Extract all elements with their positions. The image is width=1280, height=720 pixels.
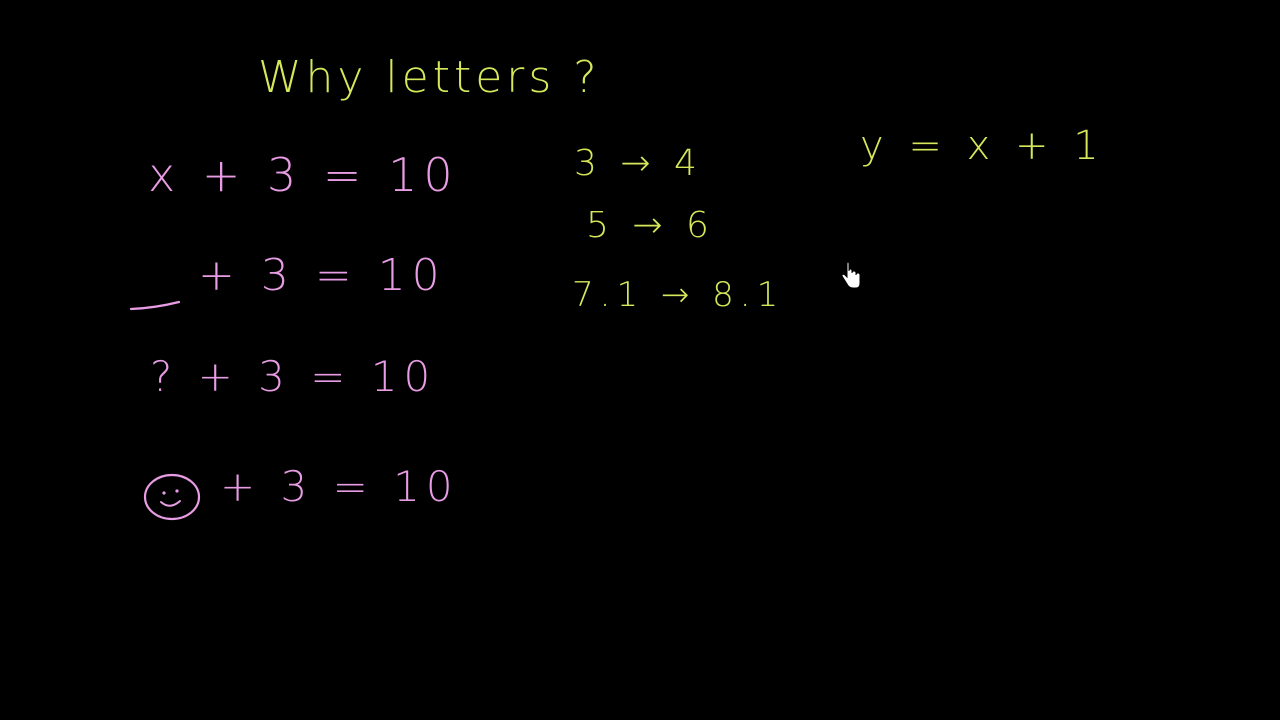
- mapping-3-to-4: 3 → 4: [574, 143, 703, 184]
- function-equation: y = x + 1: [860, 123, 1105, 169]
- equation-blank: + 3 = 10: [198, 250, 446, 301]
- mapping-7-1-to-8-1: 7.1 → 8.1: [572, 275, 785, 315]
- title: Why letters ?: [258, 52, 601, 103]
- smiley-face-icon: [142, 472, 204, 524]
- mapping-5-to-6: 5 → 6: [586, 205, 715, 246]
- equation-smiley: + 3 = 10: [220, 462, 459, 511]
- equation-question: ? + 3 = 10: [150, 352, 437, 401]
- blank-line-icon: [130, 296, 180, 314]
- hand-cursor-icon: [840, 262, 862, 290]
- equation-x: x + 3 = 10: [148, 148, 459, 202]
